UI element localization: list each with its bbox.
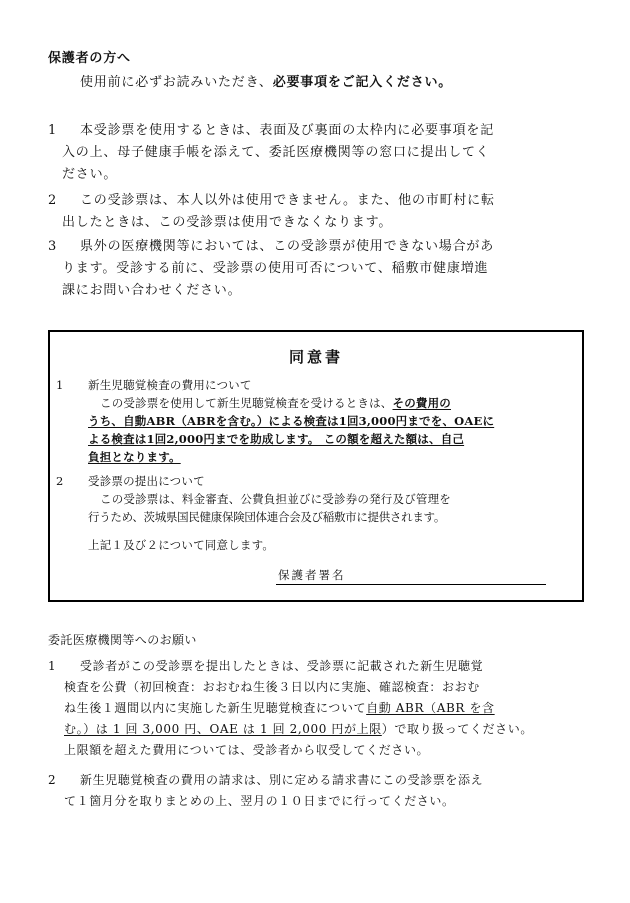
- request-text: ね生後１週間以内に実施した新生児聴覚検査について: [64, 701, 367, 715]
- intro-normal: 使用前に必ずお読みいただき、: [80, 75, 273, 90]
- request-line: [48, 719, 608, 740]
- request-number: 2: [48, 773, 57, 787]
- consent-item-line: 行うため、茨城県国民健康保険団体連合会及び稲敷市に提供されます。: [88, 510, 446, 524]
- request-text: ）で取り扱ってください。: [381, 722, 533, 736]
- consent-item-number: 1: [56, 378, 64, 392]
- request-line: 新生児聴覚検査の費用の請求は、別に定める請求書にこの受診票を添え: [80, 773, 484, 787]
- consent-item-line: この受診票は、料金審査、公費負担並びに受診券の発行及び管理を: [100, 492, 451, 506]
- note-line: この受診票は、本人以外は使用できません。また、他の市町村に転: [80, 193, 495, 208]
- note-number: 3: [48, 239, 58, 254]
- request-line: [48, 698, 608, 719]
- request-underline: む。）は 1 回 3,000 円、OAE は 1 回 2,000 円が上限: [64, 722, 382, 736]
- note-number: 2: [48, 193, 58, 208]
- note-line: 出したときは、この受診票は使用できなくなります。: [62, 215, 393, 230]
- consent-emphasis-line: よる検査は1回2,000円までを助成します。 この額を超えた額は、自己: [88, 432, 465, 446]
- signature-label: 保護者署名: [278, 568, 346, 582]
- note-line: 本受診票を使用するときは、表面及び裏面の太枠内に必要事項を記: [80, 123, 495, 138]
- note-3: [48, 236, 608, 302]
- note-number: 1: [48, 123, 58, 138]
- consent-box: [48, 330, 584, 602]
- request-line: て１箇月分を取りまとめの上、翌月の１０日までに行ってください。: [64, 794, 455, 808]
- intro-bold: 必要事項をご記入ください。: [272, 75, 453, 90]
- note-1: [48, 120, 608, 186]
- request-line: 検査を公費（初回検査：おおむね生後３日以内に実施、確認検査：おおむ: [64, 680, 480, 694]
- consent-agree: 上記１及び２について同意します。: [88, 538, 275, 552]
- consent-emphasis-line: 負担となります。: [88, 450, 181, 464]
- note-line: ります。受診する前に、受診票の使用可否について、稲敷市健康増進: [62, 261, 489, 276]
- consent-item-heading: 受診票の提出について: [88, 474, 205, 488]
- note-line: 課にお問い合わせください。: [62, 283, 242, 298]
- consent-item-heading: 新生児聴覚検査の費用について: [88, 378, 252, 392]
- consent-title: 同意書: [288, 348, 343, 366]
- note-line: 入の上、母子健康手帳を添えて、委託医療機関等の窓口に提出してく: [62, 145, 490, 160]
- note-line: ださい。: [62, 167, 118, 182]
- consent-emphasis-line: うち、自動ABR（ABRを含む。）による検査は1回3,000円までを、OAEに: [88, 414, 495, 428]
- note-2: [48, 190, 608, 234]
- consent-item-2: [56, 472, 580, 526]
- note-line: 県外の医療機関等においては、この受診票が使用できない場合があ: [80, 239, 495, 254]
- consent-emphasis: その費用の: [392, 396, 451, 410]
- consent-text: この受診票を使用して新生児聴覚検査を受けるときは、: [100, 396, 393, 410]
- requests-heading: 委託医療機関等へのお願い: [48, 633, 197, 647]
- guardian-intro: [80, 72, 452, 94]
- consent-item-1: [56, 376, 580, 466]
- request-number: 1: [48, 659, 57, 673]
- request-underline: 自動 ABR（ABR を含: [366, 701, 495, 715]
- request-item-2: [48, 770, 608, 812]
- request-line: 上限額を超えた費用については、受診者から収受してください。: [64, 743, 430, 757]
- request-item-1: [48, 656, 608, 761]
- signature-line[interactable]: [276, 584, 546, 585]
- guardian-heading: 保護者の方へ: [48, 51, 131, 66]
- consent-item-number: 2: [56, 474, 64, 488]
- consent-item-line: [56, 394, 580, 412]
- request-line: 受診者がこの受診票を提出したときは、受診票に記載された新生児聴覚: [80, 659, 484, 673]
